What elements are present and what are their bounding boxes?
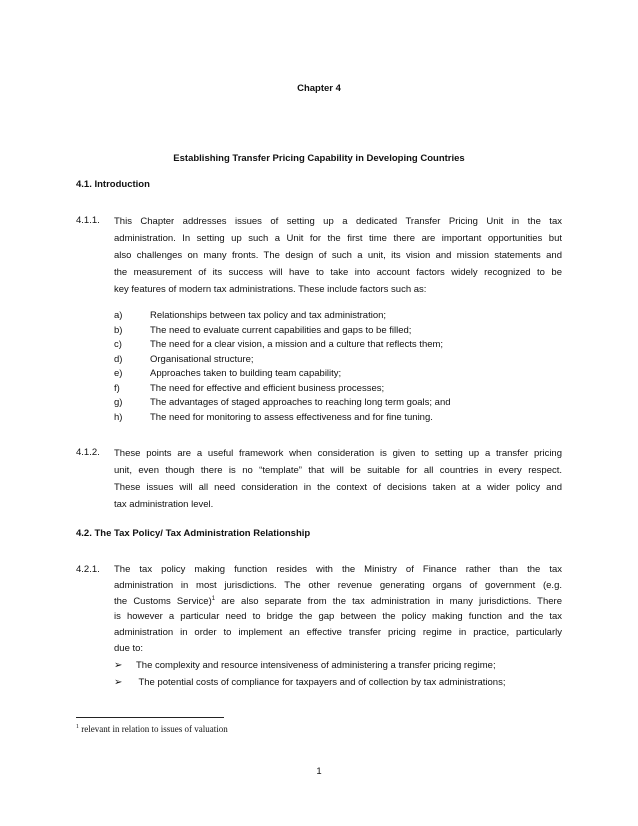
paragraph-4-1-2 [114, 445, 562, 513]
paragraph-line: the measurement of its success will have to take into account factors widely recognized to be [114, 267, 562, 278]
list-marker: e) [114, 368, 123, 379]
list-item [114, 396, 451, 411]
paragraph-4-2-1 [114, 562, 562, 657]
paragraph-line: administration in order to implement an effective transfer pricing regime in practice, particularly [114, 627, 562, 639]
paragraph-text: the Customs Service) [114, 595, 212, 607]
paragraph-line: due to: [114, 642, 144, 654]
list-item [114, 674, 505, 691]
list-item-text: The need for a clear vision, a mission and a culture that reflects them; [150, 339, 444, 350]
footnote-reference: 1 [211, 595, 216, 602]
page-number: 1 [316, 766, 322, 777]
arrow-bullet-icon: ➢ [114, 660, 123, 671]
chapter-title: Establishing Transfer Pricing Capability in Developing Countries [173, 153, 465, 164]
list-item [114, 353, 451, 368]
list-marker: h) [114, 411, 123, 423]
paragraph-number: 4.1.2. [76, 447, 100, 458]
bullet-list [114, 657, 505, 691]
paragraph-line: is however a particular need to bridge the gap between the policy making function and the tax [114, 611, 562, 623]
paragraph-line: These issues will all need consideration in the context of decisions taken at a wider policy and [114, 482, 562, 493]
list-item-text: The complexity and resource intensiveness of administering a transfer pricing regime; [136, 660, 496, 671]
paragraph-line: key features of modern tax administrations. These include factors such as: [114, 284, 427, 295]
chapter-label: Chapter 4 [297, 83, 341, 94]
list-item [114, 411, 451, 426]
list-item [114, 309, 451, 324]
list-item-text: The need for monitoring to assess effectiveness and for fine tuning. [150, 411, 433, 423]
list-marker: d) [114, 353, 123, 365]
footnote-separator [76, 717, 224, 718]
paragraph-line: administration. In setting up such a Unit for the first time there are important opportunities but [114, 233, 562, 244]
list-item-text: Approaches taken to building team capability; [150, 368, 342, 379]
list-item [114, 382, 451, 397]
paragraph-number: 4.2.1. [76, 564, 100, 575]
paragraph-line: tax administration level. [114, 499, 214, 510]
paragraph-line: These points are a useful framework when consideration is given to setting up a transfer pricing [114, 448, 562, 459]
footnote-marker: 1 [76, 724, 79, 730]
list-marker: c) [114, 339, 122, 350]
section-heading-tax-policy: 4.2. The Tax Policy/ Tax Administration Relationship [76, 528, 311, 539]
footnote-text: relevant in relation to issues of valuation [79, 724, 228, 734]
paragraph-line: also challenges on many fronts. The design of such a unit, its vision and mission statements and [114, 250, 562, 261]
list-item [114, 338, 451, 353]
paragraph-line: unit, even though there is no “template” that will be suitable for all countries in every respect. [114, 465, 562, 476]
section-heading-introduction: 4.1. Introduction [76, 179, 150, 190]
list-marker: g) [114, 397, 123, 408]
paragraph-line: The tax policy making function resides with the Ministry of Finance rather than the tax [114, 564, 562, 575]
list-marker: f) [114, 382, 120, 394]
list-item-text: The advantages of staged approaches to reaching long term goals; and [150, 397, 451, 408]
list-item-text: Relationships between tax policy and tax administration; [150, 310, 387, 321]
footnote [76, 724, 228, 734]
paragraph-line [114, 594, 562, 610]
list-item-text: The need for effective and efficient business processes; [150, 382, 385, 394]
list-item [114, 657, 505, 674]
list-item-text: The potential costs of compliance for taxpayers and of collection by tax administrations; [136, 677, 506, 688]
list-marker: b) [114, 324, 123, 336]
paragraph-line: This Chapter addresses issues of setting up a dedicated Transfer Pricing Unit in the tax [114, 216, 562, 227]
list-item-text: Organisational structure; [150, 353, 254, 365]
factors-list [114, 309, 451, 425]
paragraph-line: administration in most jurisdictions. The other revenue generating organs of government (e.g. [114, 579, 562, 591]
paragraph-number: 4.1.1. [76, 215, 100, 226]
list-item [114, 367, 451, 382]
list-marker: a) [114, 310, 123, 321]
paragraph-4-1-1 [114, 213, 562, 298]
list-item-text: The need to evaluate current capabilities and gaps to be filled; [150, 324, 412, 336]
arrow-bullet-icon: ➢ [114, 677, 123, 688]
list-item [114, 324, 451, 339]
paragraph-text: are also separate from the tax administration in many jurisdictions. There [215, 595, 562, 607]
